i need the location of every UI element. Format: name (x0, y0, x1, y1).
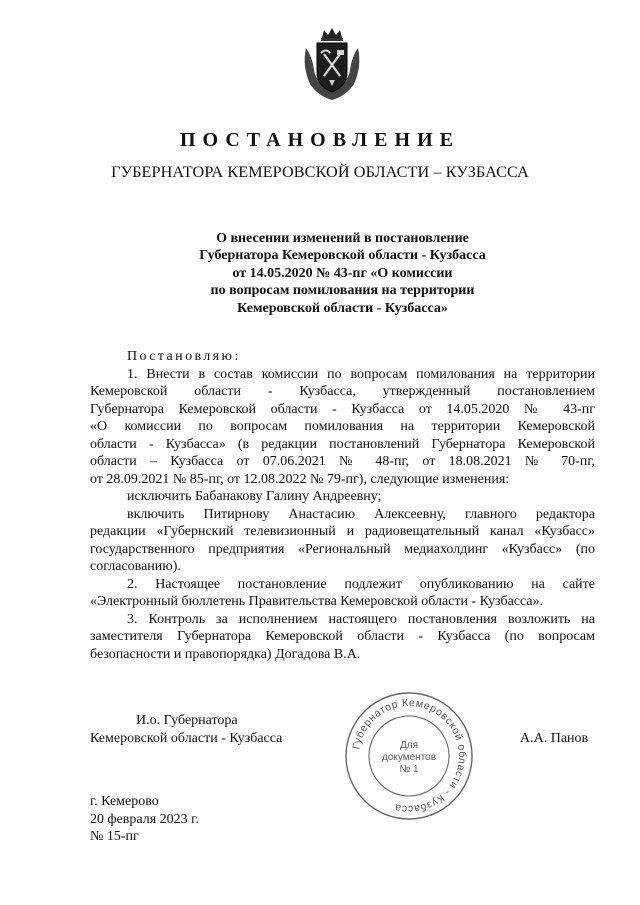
paragraph-2-line: 2. Настоящее постановление подлежит опубликованию на сайте (127, 576, 595, 592)
coat-of-arms-icon (300, 26, 364, 102)
paragraph-3-line: 3. Контроль за исполнением настоящего постановления возложить на (127, 611, 595, 627)
paragraph-1-line: 1. Внести в состав комиссии по вопросам помилования на территории (127, 366, 595, 382)
document-title: ПОСТАНОВЛЕНИЕ (180, 129, 460, 151)
subject-line: по вопросам помилования на территории (210, 283, 475, 299)
include-line: согласованию). (90, 559, 181, 574)
include-line: редакции «Губернский телевизионный и радиовещательный канал «Кузбасс» (90, 524, 595, 539)
exclude-line: исключить Бабанакову Галину Андреевну; (127, 489, 382, 504)
document-subject (90, 230, 595, 317)
subject-line: Кемеровской области - Кузбасса» (237, 300, 448, 316)
paragraph-1-line: Кемеровской области - Кузбасса, утвержденный постановлением (90, 384, 595, 399)
stamp-center-line: Для (399, 740, 419, 751)
document-city: г. Кемерово (90, 794, 159, 809)
paragraph-1-line: «О комиссии по вопросам помилования на территории Кемеровской (90, 419, 595, 434)
signer-role: И.о. Губернатора (136, 713, 238, 728)
stamp-center-line: документов (381, 752, 437, 763)
signer-organization: Кемеровской области - Кузбасса (90, 731, 283, 746)
paragraph-2-line: «Электронный бюллетень Правительства Кемеровской области - Кузбасса». (90, 594, 544, 609)
decree-intro: Постановляю: (127, 349, 241, 364)
paragraph-1-line: области - Кузбасса» (в редакции постановлений Губернатора Кемеровской (90, 436, 595, 452)
subject-line: О внесении изменений в постановление (216, 231, 469, 246)
document-number: № 15-пг (90, 829, 139, 845)
include-line: государственного предприятия «Региональный медиахолдинг «Кузбасс» (по (90, 541, 595, 557)
stamp-ring-text: Губернатор Кемеровской области - Кузбасса (350, 696, 469, 816)
stamp-center-line: № 1 (399, 764, 419, 775)
paragraph-3-line: безопасности и правопорядка) Догадова В.А. (90, 646, 361, 662)
document-date: 20 февраля 2023 г. (90, 811, 199, 827)
paragraph-1-line: Губернатора Кемеровской области - Кузбасса от 14.05.2020 № 43-пг (90, 401, 595, 417)
official-stamp (343, 690, 475, 822)
include-line: включить Питирнову Анастасию Алексеевну, главного редактора (127, 506, 595, 522)
paragraph-1-line: от 28.09.2021 № 85-пг, от 12.08.2022 № 79-пг), следующие изменения: (90, 471, 510, 487)
document-body (90, 348, 595, 663)
paragraph-3-line: заместителя Губернатора Кемеровской области - Кузбасса (по вопросам (90, 629, 595, 644)
subject-line: Губернатора Кемеровской области - Кузбасса (199, 248, 486, 264)
document-footer (90, 793, 199, 846)
paragraph-1-line: области – Кузбасса от 07.06.2021 № 48-пг, от 18.08.2021 № 70-пг, (90, 454, 595, 469)
document-subtitle: ГУБЕРНАТОРА КЕМЕРОВСКОЙ ОБЛАСТИ – КУЗБАССА (111, 163, 529, 181)
subject-line: от 14.05.2020 № 43-пг «О комиссии (232, 265, 453, 281)
signer-name: А.А. Панов (520, 731, 589, 746)
